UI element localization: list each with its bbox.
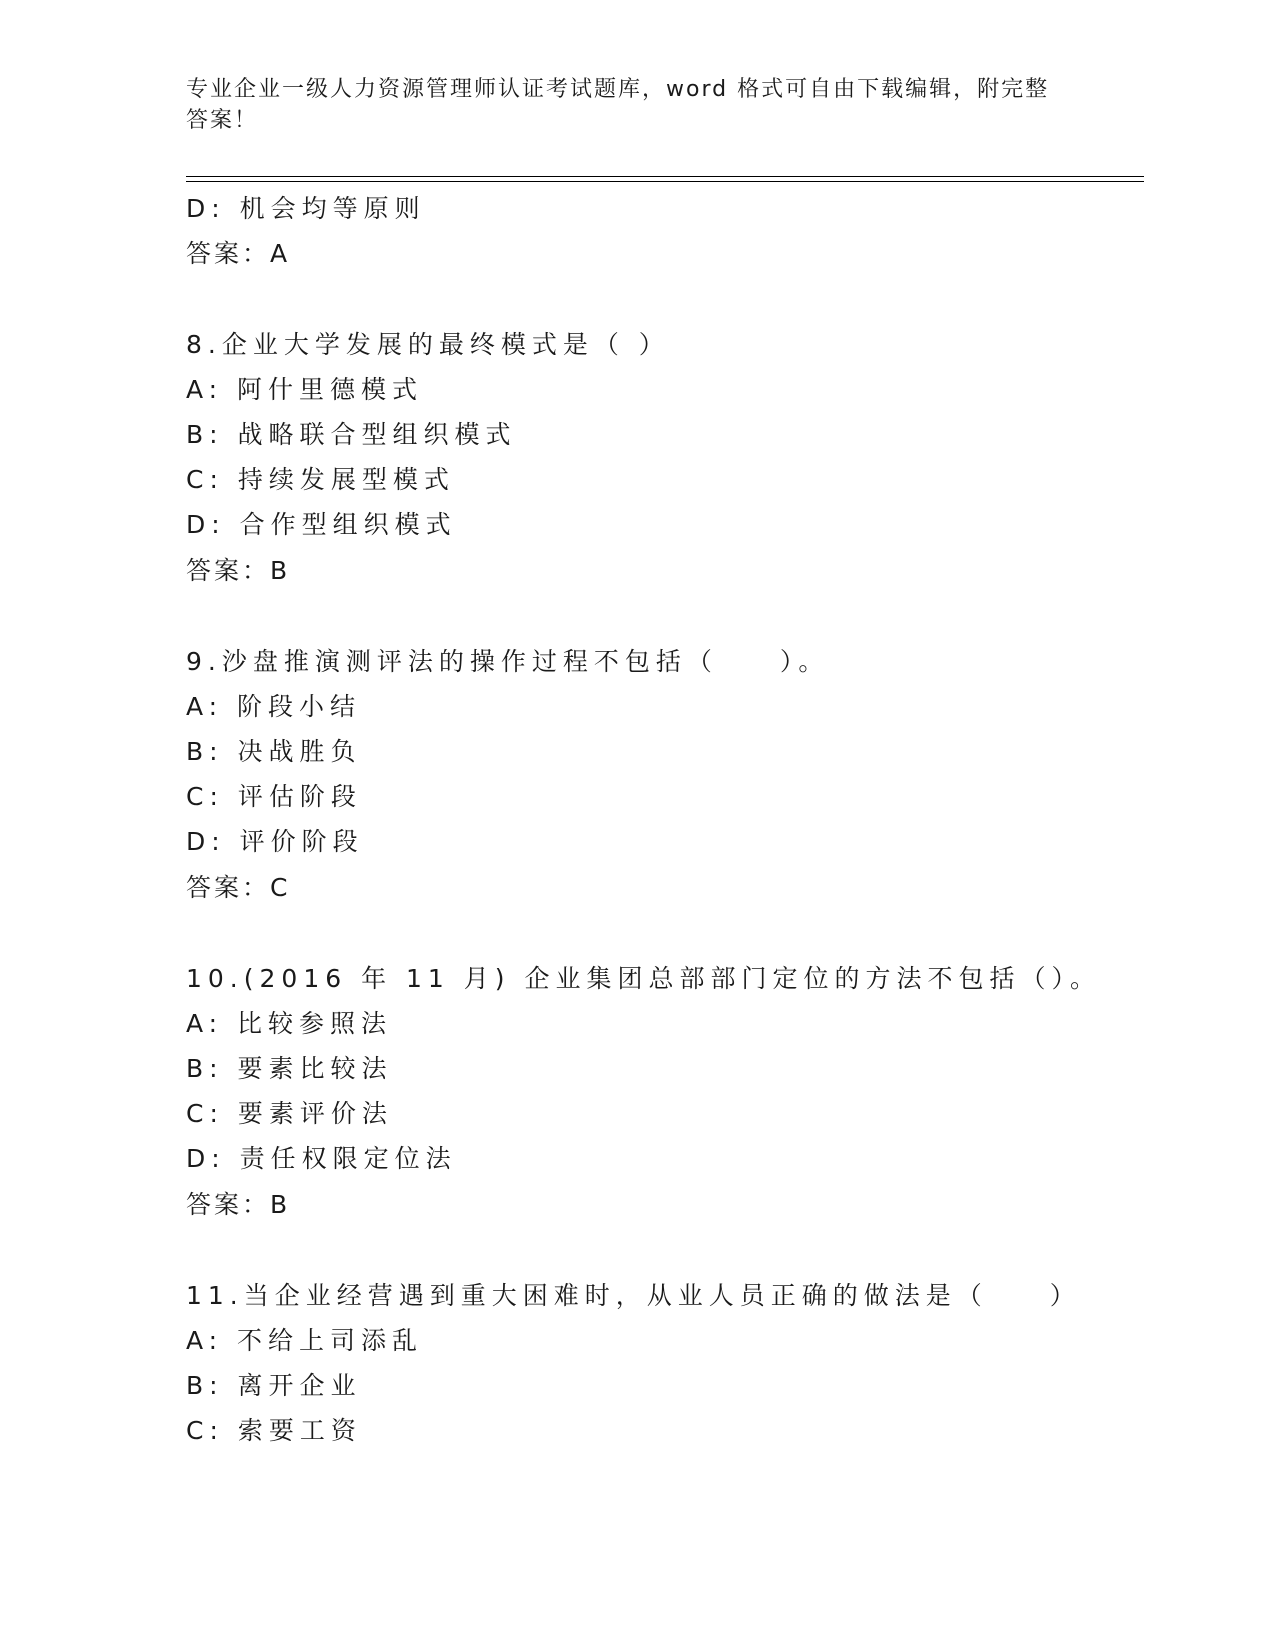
option-line: B: 要素比较法 [186, 1054, 393, 1083]
option-line: C: 要素评价法 [186, 1099, 393, 1128]
document-header [186, 74, 1066, 136]
header-divider-top [186, 176, 1144, 177]
option-line: D: 合作型组织模式 [186, 510, 457, 539]
option-line: A: 阿什里德模式 [186, 375, 424, 404]
option-line: A: 不给上司添乱 [186, 1326, 424, 1355]
header-divider-bottom [186, 181, 1144, 182]
option-line: C: 持续发展型模式 [186, 465, 455, 494]
option-line: C: 评估阶段 [186, 782, 362, 811]
option-line: D: 责任权限定位法 [186, 1144, 457, 1173]
option-line: B: 决战胜负 [186, 737, 362, 766]
question-line: 11.当企业经营遇到重大困难时，从业人员正确的做法是（ ） [186, 1281, 1081, 1310]
header-line-2: 答案！ [186, 108, 259, 133]
option-line: A: 比较参照法 [186, 1009, 393, 1038]
answer-line: 答案：C [186, 873, 291, 902]
option-line: C: 索要工资 [186, 1416, 362, 1445]
option-line: D: 机会均等原则 [186, 194, 426, 223]
answer-line: 答案：B [186, 556, 291, 585]
option-line: B: 离开企业 [186, 1371, 362, 1400]
answer-line: 答案：A [186, 239, 291, 268]
question-line: 9.沙盘推演测评法的操作过程不包括（ ）。 [186, 647, 830, 676]
option-line: A: 阶段小结 [186, 692, 362, 721]
option-line: B: 战略联合型组织模式 [186, 420, 517, 449]
question-line: 8.企业大学发展的最终模式是（ ） [186, 330, 670, 359]
question-line: 10.(2016 年 11 月) 企业集团总部部门定位的方法不包括（）。 [186, 964, 1101, 993]
answer-line: 答案：B [186, 1190, 291, 1219]
header-line-1: 专业企业一级人力资源管理师认证考试题库，word 格式可自由下载编辑，附完整 [186, 77, 1050, 102]
option-line: D: 评价阶段 [186, 827, 364, 856]
